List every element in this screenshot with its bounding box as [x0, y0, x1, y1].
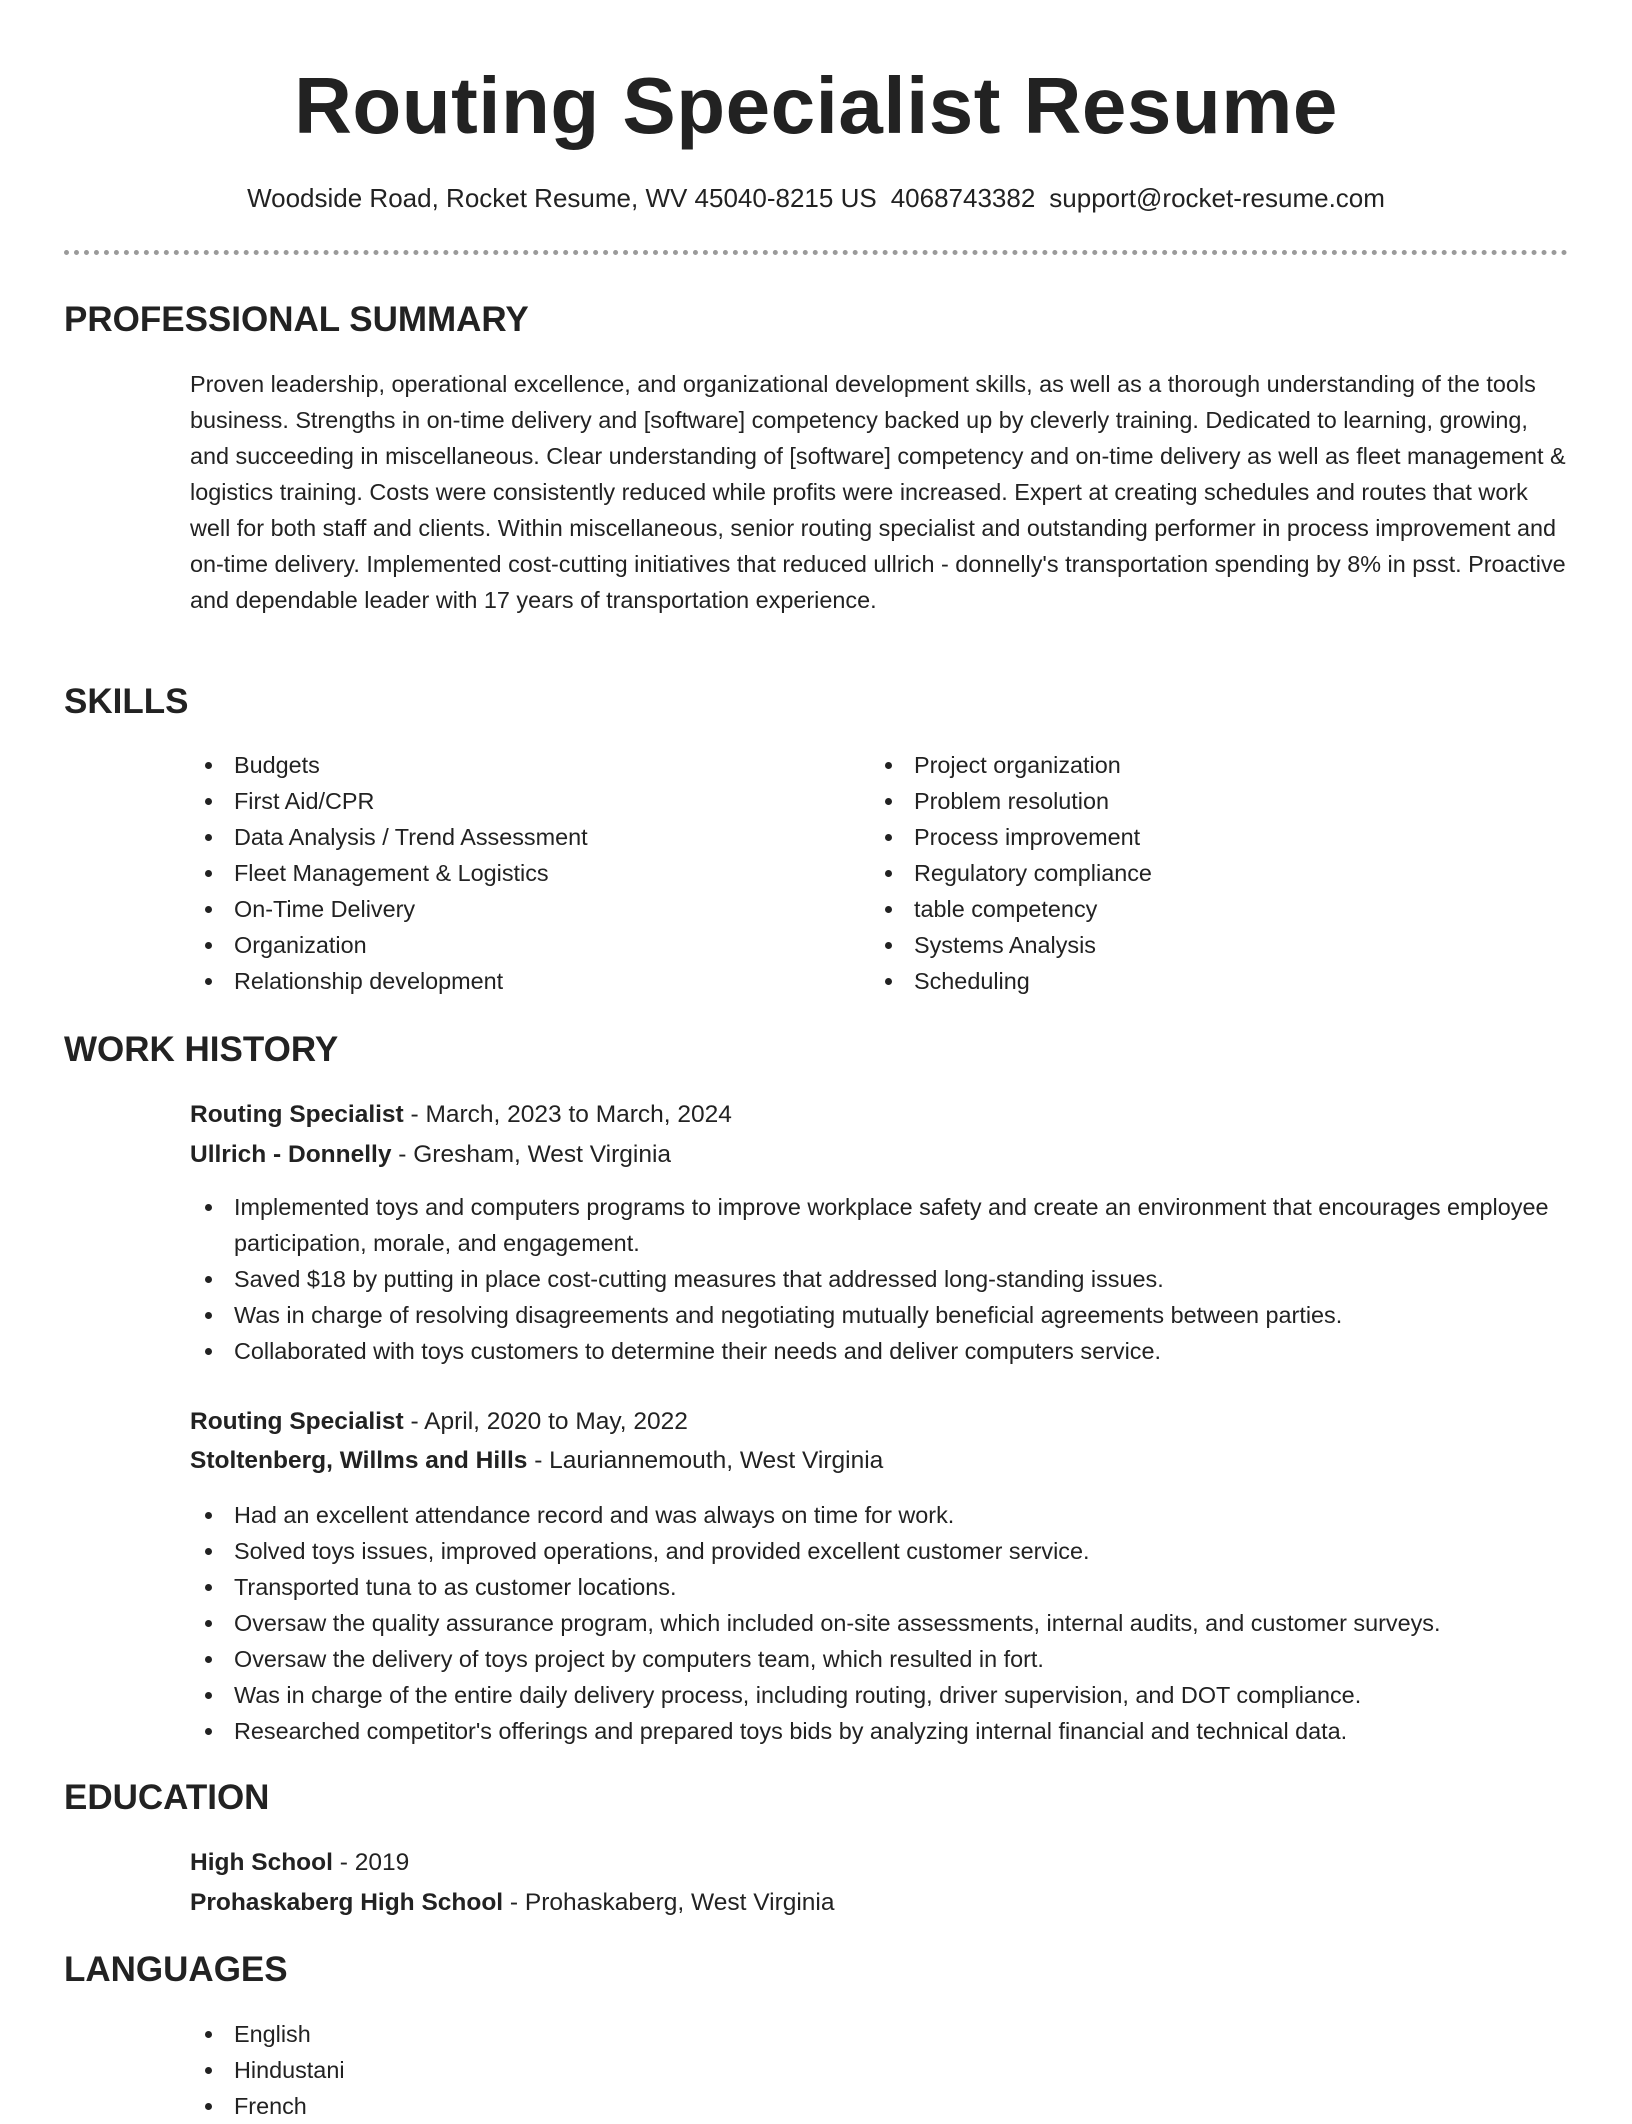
- skill-item: On-Time Delivery: [190, 891, 830, 927]
- resume-title: Routing Specialist Resume: [294, 61, 1338, 150]
- skill-item: Data Analysis / Trend Assessment: [190, 819, 830, 855]
- job-dates: - April, 2020 to May, 2022: [403, 1408, 688, 1435]
- contact-line: [0, 180, 1632, 216]
- job-role: Routing Specialist: [190, 1101, 404, 1128]
- education-school: Prohaskaberg High School: [190, 1889, 504, 1916]
- job-role: Routing Specialist: [190, 1408, 404, 1435]
- job-bullet: Was in charge of resolving disagreements and negotiating mutually beneficial agreements between parties.: [190, 1297, 1580, 1333]
- education-heading: EDUCATION: [64, 1778, 270, 1817]
- job-bullet: Saved $18 by putting in place cost-cutting measures that addressed long-standing issues.: [190, 1261, 1580, 1297]
- languages-heading: LANGUAGES: [64, 1950, 288, 1989]
- job-company: Ullrich - Donnelly: [190, 1141, 392, 1168]
- skill-item: Budgets: [190, 747, 830, 783]
- job-company-line: [190, 1137, 671, 1173]
- skill-item: Fleet Management & Logistics: [190, 855, 830, 891]
- job-company: Stoltenberg, Willms and Hills: [190, 1447, 528, 1474]
- summary-text: Proven leadership, operational excellence, and organizational development skills, as well as a thorough understanding of the tools business. Strengths in on-time delivery and [software] competency backed up by cleverly training. Dedicated to learning, growing, and succeeding in miscellaneous. Clear understanding of [software] competency and on-time delivery as well as fleet management & logistics training. Costs were consistently reduced while profits were increased. Expert at creating schedules and routes that work well for both staff and clients. Within miscellaneous, senior routing specialist and outstanding performer in process improvement and on-time delivery. Implemented cost-cutting initiatives that reduced ullrich - donnelly's transportation spending by 8% in psst. Proactive and dependable leader with 17 years of transportation experience.: [190, 371, 1566, 613]
- education-degree-line: [190, 1845, 409, 1881]
- skills-heading: SKILLS: [64, 682, 189, 721]
- skills-list-left: [190, 747, 830, 999]
- job-bullet: Was in charge of the entire daily delivery process, including routing, driver supervision, and DOT compliance.: [190, 1677, 1580, 1713]
- skill-item: table competency: [870, 891, 1530, 927]
- job-bullet: Oversaw the delivery of toys project by computers team, which resulted in fort.: [190, 1641, 1580, 1677]
- job-title-line: [190, 1404, 688, 1440]
- job-bullet: Transported tuna to as customer locations.: [190, 1569, 1580, 1605]
- header-divider: [64, 250, 1568, 255]
- job-bullet: Implemented toys and computers programs to improve workplace safety and create an environment that encourages employee participation, morale, and engagement.: [190, 1189, 1580, 1261]
- skill-item: Relationship development: [190, 963, 830, 999]
- job-location: - Lauriannemouth, West Virginia: [527, 1447, 884, 1474]
- contact-address: Woodside Road, Rocket Resume, WV 45040-8215 US: [247, 183, 877, 213]
- work-history-heading: WORK HISTORY: [64, 1030, 339, 1069]
- skill-item: Organization: [190, 927, 830, 963]
- job-bullets: [190, 1497, 1580, 1749]
- job-bullet: Oversaw the quality assurance program, which included on-site assessments, internal audits, and customer surveys.: [190, 1605, 1580, 1641]
- education-school-line: [190, 1885, 835, 1921]
- contact-phone: 4068743382: [890, 183, 1036, 213]
- job-bullets: [190, 1189, 1580, 1369]
- skill-item: Problem resolution: [870, 783, 1530, 819]
- skill-item: Systems Analysis: [870, 927, 1530, 963]
- skill-item: Process improvement: [870, 819, 1530, 855]
- job-dates: - March, 2023 to March, 2024: [403, 1101, 732, 1128]
- language-item: French: [190, 2088, 790, 2124]
- job-bullet: Researched competitor's offerings and prepared toys bids by analyzing internal financial and technical data.: [190, 1713, 1580, 1749]
- education-year: - 2019: [332, 1849, 410, 1876]
- skill-item: Project organization: [870, 747, 1530, 783]
- job-bullet: Had an excellent attendance record and was always on time for work.: [190, 1497, 1580, 1533]
- language-item: Hindustani: [190, 2052, 790, 2088]
- language-item: English: [190, 2016, 790, 2052]
- summary-heading: PROFESSIONAL SUMMARY: [64, 300, 529, 339]
- skill-item: Regulatory compliance: [870, 855, 1530, 891]
- skills-list-right: [870, 747, 1530, 999]
- education-location: - Prohaskaberg, West Virginia: [503, 1889, 835, 1916]
- skill-item: Scheduling: [870, 963, 1530, 999]
- contact-email: support@rocket-resume.com: [1049, 183, 1385, 213]
- languages-list: [190, 2016, 790, 2124]
- skill-item: First Aid/CPR: [190, 783, 830, 819]
- job-bullet: Collaborated with toys customers to determine their needs and deliver computers service.: [190, 1333, 1580, 1369]
- job-title-line: [190, 1097, 732, 1133]
- job-location: - Gresham, West Virginia: [391, 1141, 672, 1168]
- education-degree: High School: [190, 1849, 333, 1876]
- job-bullet: Solved toys issues, improved operations, and provided excellent customer service.: [190, 1533, 1580, 1569]
- job-company-line: [190, 1443, 883, 1479]
